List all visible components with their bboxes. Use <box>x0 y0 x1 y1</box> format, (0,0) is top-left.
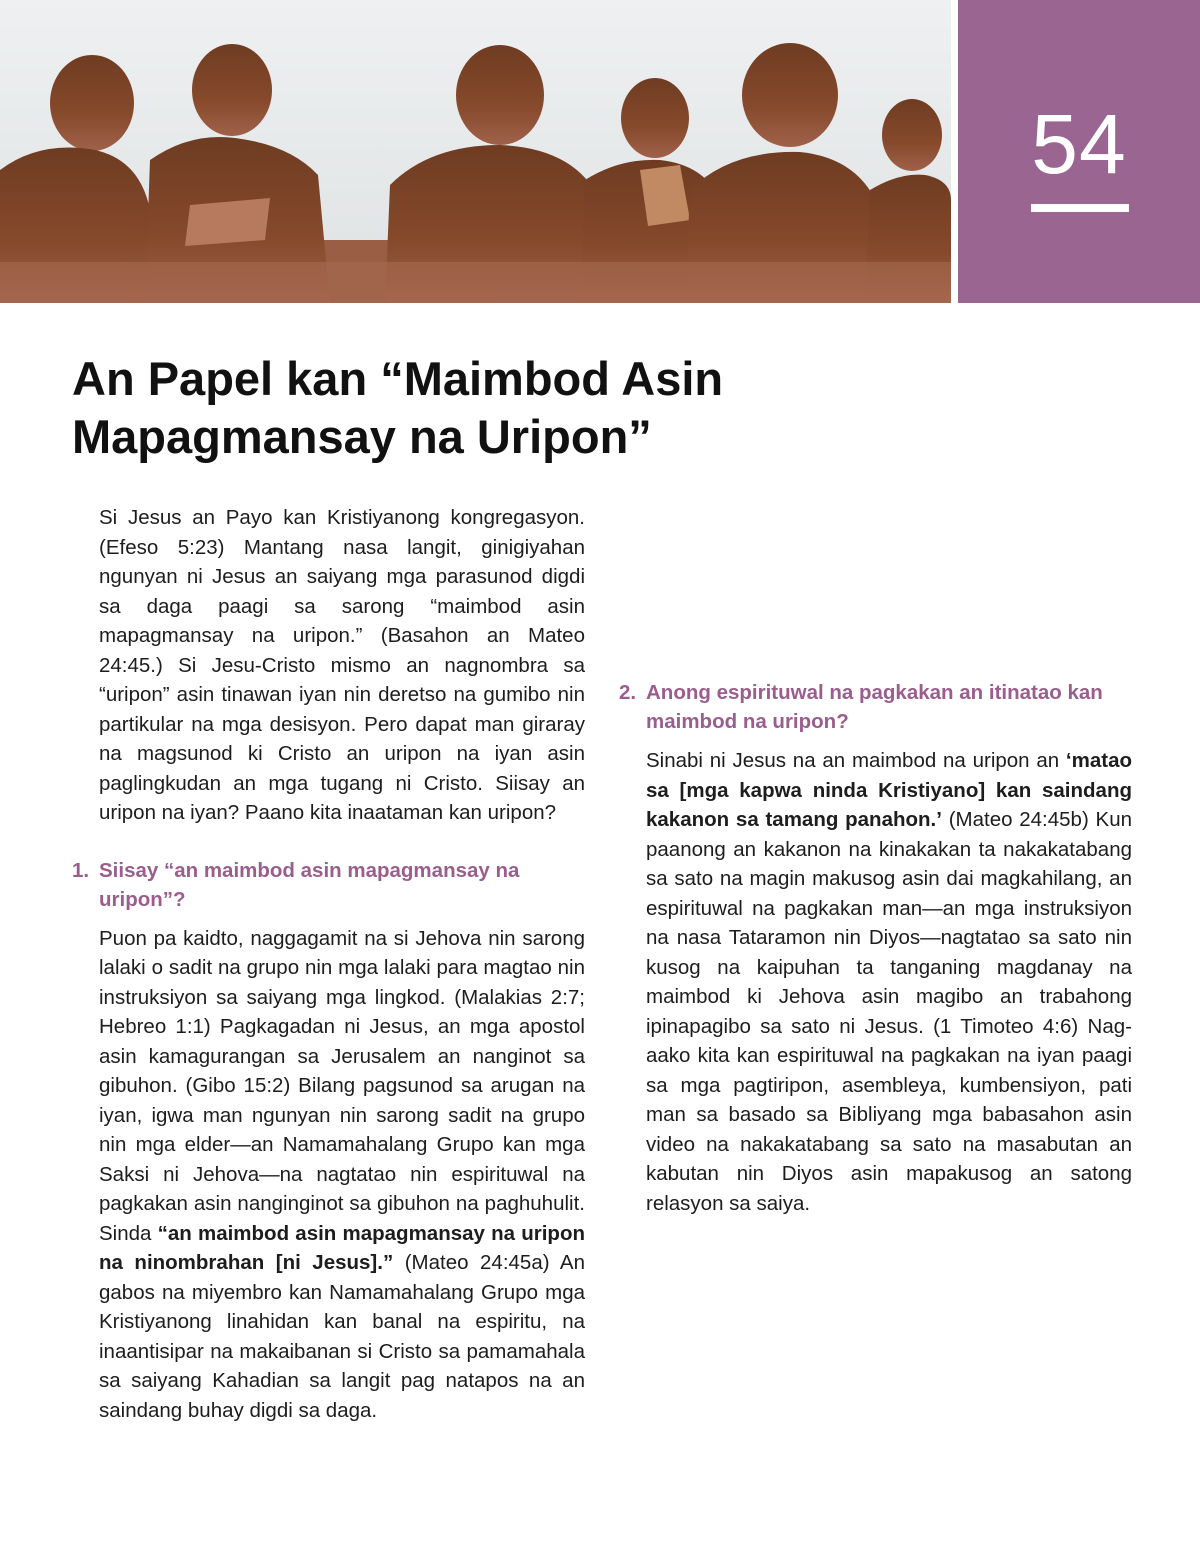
answer-1-paragraph <box>99 924 585 1426</box>
question-2-text: Anong espirituwal na pagkakan an itinatao kan maimbod na uripon? <box>646 681 1103 733</box>
answer-1-bold-quote: “an maimbod asin mapagmansay na uripon na ninombrahan [ni Jesus].” <box>99 1221 585 1274</box>
answer-1-text-b: (Mateo 24:45a) An gabos na miyembro kan Namamahalang Grupo mga Kristiyanong linahidan kan banal na espiritu, na inaantisipar na makaibanan si Cristo sa pamamahala sa saiyang Kahadian sa langit pag natapos na an saindang buhay digdi sa daga. <box>99 1251 585 1422</box>
question-1-text: Siisay “an maimbod asin mapagmansay na uripon”? <box>99 858 520 911</box>
question-1-heading <box>72 856 585 914</box>
answer-2-text-b: (Mateo 24:45b) Kun paanong an kakanon na kinakakan ta nakakatabang sa sato na magin makusog asin dai magkahilang, an espirituwal na pagkakan man—an mga instruksiyon na nasa Tataramon nin Diyos—nagtatao sa sato nin kusog na kaipuhan ta tanganing magdanay na maimbod ki Jehova asin magibo an trabahong ipinapagibo sa sato ni Jesus. (1 Timoteo 4:6) Nag-aako kita kan espirituwal na pagkakan na iyan paagi sa mga pagtiripon, asembleya, kumbensiyon, pati man sa basado sa Bibliyang mga babasahon asin video na nakakatabang sa sato na masabutan an kabutan nin Diyos asin mapakusog an satong relasyon sa saiya. <box>646 808 1132 1215</box>
answer-2-paragraph <box>646 746 1132 1218</box>
answer-2-text-a: Sinabi ni Jesus na an maimbod na uripon an <box>646 749 1066 772</box>
page-title-line1: An Papel kan “Maimbod Asin <box>72 352 724 405</box>
page-title-line2: Mapagmansay na Uripon” <box>72 410 652 463</box>
question-1-number: 1. <box>72 858 90 882</box>
intro-paragraph: Si Jesus an Payo kan Kristiyanong kongregasyon. (Efeso 5:23) Mantang nasa langit, ginigiyahan ngunyan ni Jesus an saiyang mga parasunod digdi sa daga paagi sa sarong “maimbod asin mapagmansay na uripon.” (Basahon an Mateo 24:45.) Si Jesu-Cristo mismo an nagnombra sa “uripon” asin tinawan iyan nin deretso na gumibo nin partikular na mga desisyon. Pero dapat man giraray na magsunod ki Cristo an uripon na iyan asin paglingkudan an mga tugang ni Cristo. Siisay an uripon na iyan? Paano kita inaataman kan uripon? <box>99 506 585 824</box>
page-title <box>72 350 972 466</box>
lesson-number-badge <box>958 0 1200 303</box>
question-2-heading <box>619 678 1132 736</box>
lesson-number-underline <box>1031 204 1129 212</box>
right-column <box>619 503 1132 1218</box>
answer-2-bold-quote: ‘matao sa [mga kapwa ninda Kristiyano] kan saindang kakanon sa tamang panahon.’ <box>646 749 1132 831</box>
left-column <box>72 503 585 1425</box>
answer-1-text-a: Puon pa kaidto, naggagamit na si Jehova nin sarong lalaki o sadit na grupo nin mga lalaki para magtao nin instruksiyon sa saiyang mga lingkod. (Malakias 2:7; Hebreo 1:1) Pagkagadan ni Jesus, an mga apostol asin kamagurangan sa Jerusalem an nanginot sa gibuhon. (Gibo 15:2) Bilang pagsunod sa arugan na iyan, igwa man ngunyan nin sarong sadit na grupo nin mga elder—an Namamahalang Grupo kan mga Saksi ni Jehova—na nagtatao nin espirituwal na pagkakan asin nanginginot sa gibuhon na paghuhulit. Sinda <box>99 926 585 1245</box>
header-illustration <box>0 0 951 303</box>
lesson-number: 54 <box>1031 97 1127 191</box>
question-2-number: 2. <box>619 681 637 704</box>
